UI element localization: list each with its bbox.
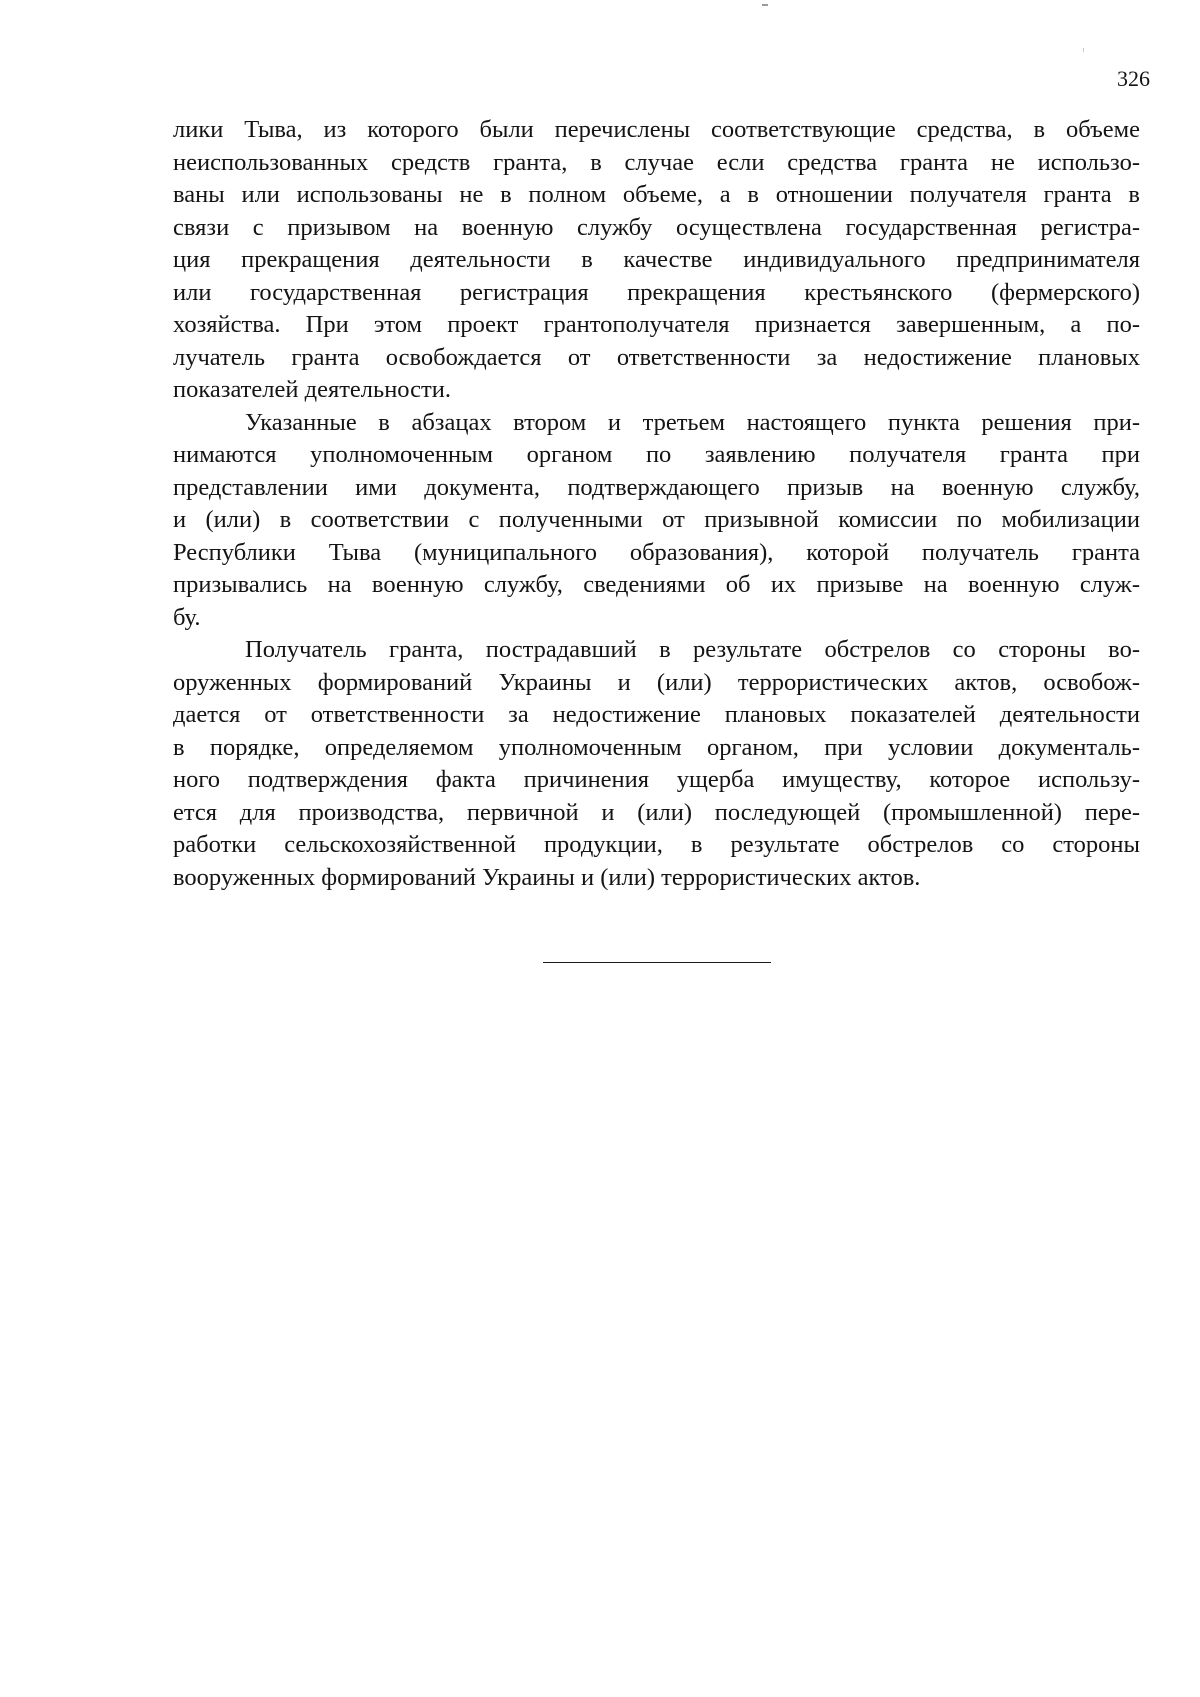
text-line: ется для производства, первичной и (или) последующей (промышленной) пере- [173,798,1140,826]
document-body [173,114,1140,894]
text-line: работки сельскохозяйственной продукции, в результате обстрелов со стороны [173,831,1140,858]
page-number: 326 [1117,66,1150,91]
paragraph-damage [173,634,1140,894]
text-line: призывались на военную службу, сведениями об их призыве на военную служ- [173,571,1140,598]
text-line: показателей деятельности. [173,376,451,403]
text-line: Получатель гранта, пострадавший в результате обстрелов со стороны во- [245,636,1140,663]
text-line: вооруженных формирований Украины и (или) террористических актов. [173,863,921,891]
text-line: лучатель гранта освобождается от ответственности за недостижение плановых [173,343,1140,371]
paragraph-decisions [173,407,1140,635]
end-separator-line [543,962,771,963]
text-line: или государственная регистрация прекращения крестьянского (фермерского) [173,278,1140,306]
text-line: представлении ими документа, подтверждающего призыв на военную службу, [173,473,1140,501]
text-line: Указанные в абзацах втором и третьем настоящего пункта решения при- [245,408,1140,436]
text-line: нимаются уполномоченным органом по заявлению получателя гранта при [173,441,1140,468]
paragraph-continuation [173,114,1140,407]
text-line: лики Тыва, из которого были перечислены соответствующие средства, в объеме [173,116,1140,143]
text-line: ваны или использованы не в полном объеме, а в отношении получателя гранта в [173,181,1140,208]
text-line: в порядке, определяемом уполномоченным органом, при условии документаль- [173,733,1140,761]
text-line: ного подтверждения факта причинения ущерба имуществу, которое использу- [173,766,1140,793]
text-line: бу. [173,603,201,631]
text-line: дается от ответственности за недостижение плановых показателей деятельности [173,701,1140,728]
scan-speck-right [1083,48,1084,52]
text-line: неиспользованных средств гранта, в случае если средства гранта не использо- [173,148,1140,176]
text-line: ция прекращения деятельности в качестве индивидуального предпринимателя [173,246,1140,273]
text-line: Республики Тыва (муниципального образования), которой получатель гранта [173,538,1140,566]
text-line: связи с призывом на военную службу осуществлена государственная регистра- [173,213,1140,241]
text-line: оруженных формирований Украины и (или) террористических актов, освобож- [173,668,1140,696]
scan-speck-top [762,4,768,6]
text-line: и (или) в соответствии с полученными от призывной комиссии по мобилизации [173,506,1140,533]
text-line: хозяйства. При этом проект грантополучателя признается завершенным, а по- [173,311,1140,338]
